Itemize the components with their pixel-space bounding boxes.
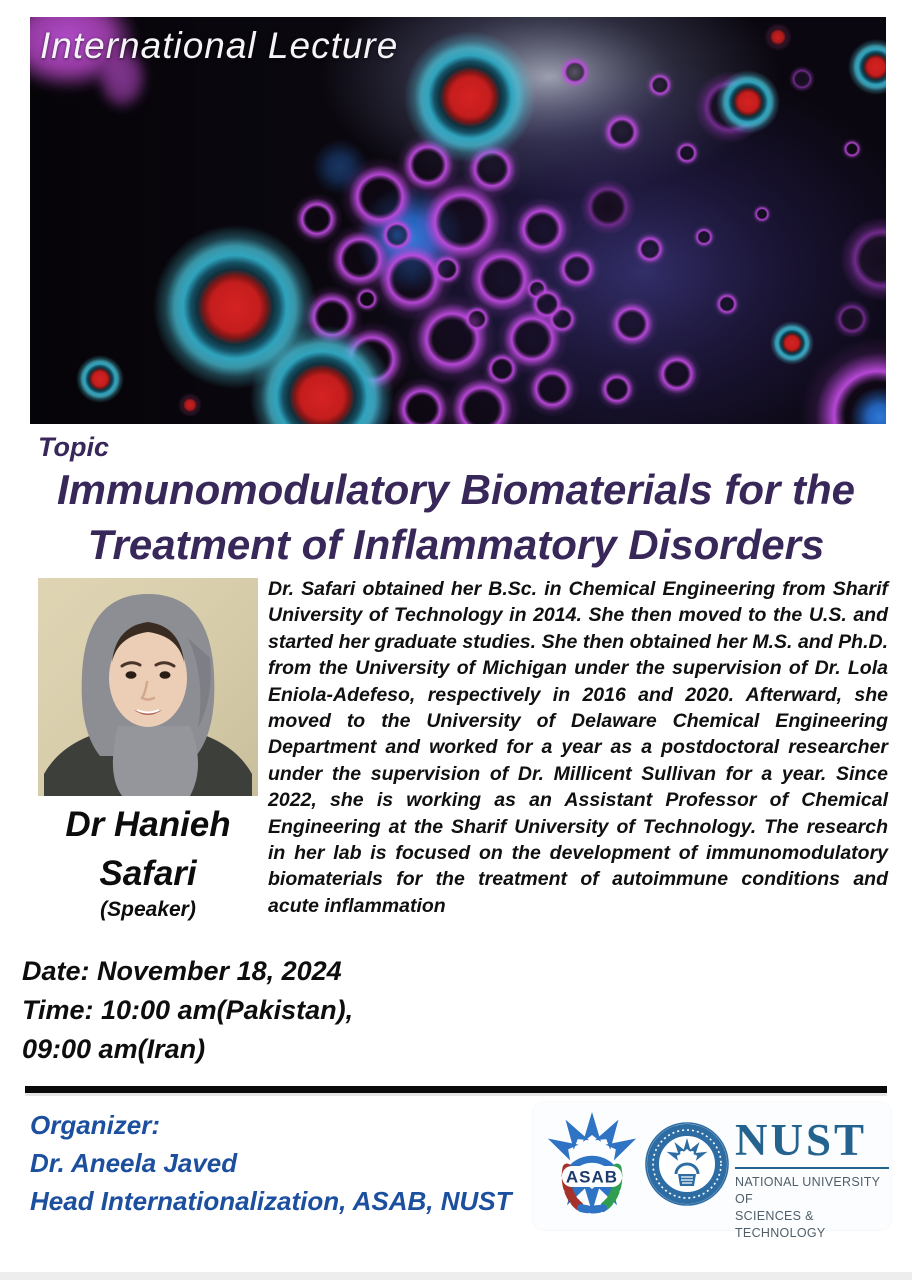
lecture-title-line2: Treatment of Inflammatory Disorders <box>87 521 825 568</box>
lecture-title <box>0 462 912 572</box>
topic-label: Topic <box>38 432 109 462</box>
organizer-name: Dr. Aneela Javed <box>30 1148 238 1178</box>
nust-seal-icon <box>645 1122 729 1206</box>
speaker-bio: Dr. Safari obtained her B.Sc. in Chemical Engineering from Sharif University of Technology in 2014. She then moved to the U.S. and started her graduate studies. She then obtained her M.S. and Ph.D. from the University of Michigan under the supervision of Dr. Lola Eniola-Adefeso, respectively in 2016 and 2020. Afterward, she moved to the University of Delaware Chemical Engineering Department and worked for a year as a postdoctoral researcher under the supervision of Dr. Millicent Sullivan for a year. Since 2022, she is working as an Assistant Professor of Chemical Engineering at the Sharif University of Technology. The research in her lab is focused on the development of immunomodulatory biomaterials for the treatment of autoimmune conditions and acute inflammation <box>268 578 888 917</box>
cells-artwork <box>30 17 886 424</box>
time-line1: Time: 10:00 am(Pakistan), <box>22 995 354 1025</box>
schedule-block <box>22 952 353 1069</box>
date-line: Date: November 18, 2024 <box>22 956 342 986</box>
logos-card <box>533 1102 891 1240</box>
speaker-name <box>20 800 276 898</box>
organizer-title: Head Internationalization, ASAB, NUST <box>30 1186 512 1216</box>
bottom-edge-strip <box>0 1272 912 1280</box>
speaker-role: (Speaker) <box>100 898 196 921</box>
organizer-block <box>30 1106 512 1220</box>
nust-divider <box>735 1167 889 1169</box>
nust-wordmark-block <box>735 1116 889 1242</box>
divider-rule <box>25 1086 887 1093</box>
nust-tagline-line2: SCIENCES & TECHNOLOGY <box>735 1209 826 1240</box>
speaker-name-line1: Dr Hanieh <box>65 805 231 844</box>
banner-title: International Lecture <box>40 25 399 66</box>
lecture-title-line1: Immunomodulatory Biomaterials for the <box>56 466 856 513</box>
asab-logo-text: ASAB <box>565 1167 619 1187</box>
speaker-name-line2: Safari <box>99 854 197 893</box>
asab-logo-icon <box>545 1110 639 1214</box>
nust-tagline-line1: NATIONAL UNIVERSITY OF <box>735 1175 881 1206</box>
nust-wordmark: NUST <box>735 1115 868 1165</box>
speaker-photo <box>38 578 258 796</box>
cells-banner-image <box>30 17 886 424</box>
organizer-label: Organizer: <box>30 1110 161 1140</box>
time-line2: 09:00 am(Iran) <box>22 1034 206 1064</box>
